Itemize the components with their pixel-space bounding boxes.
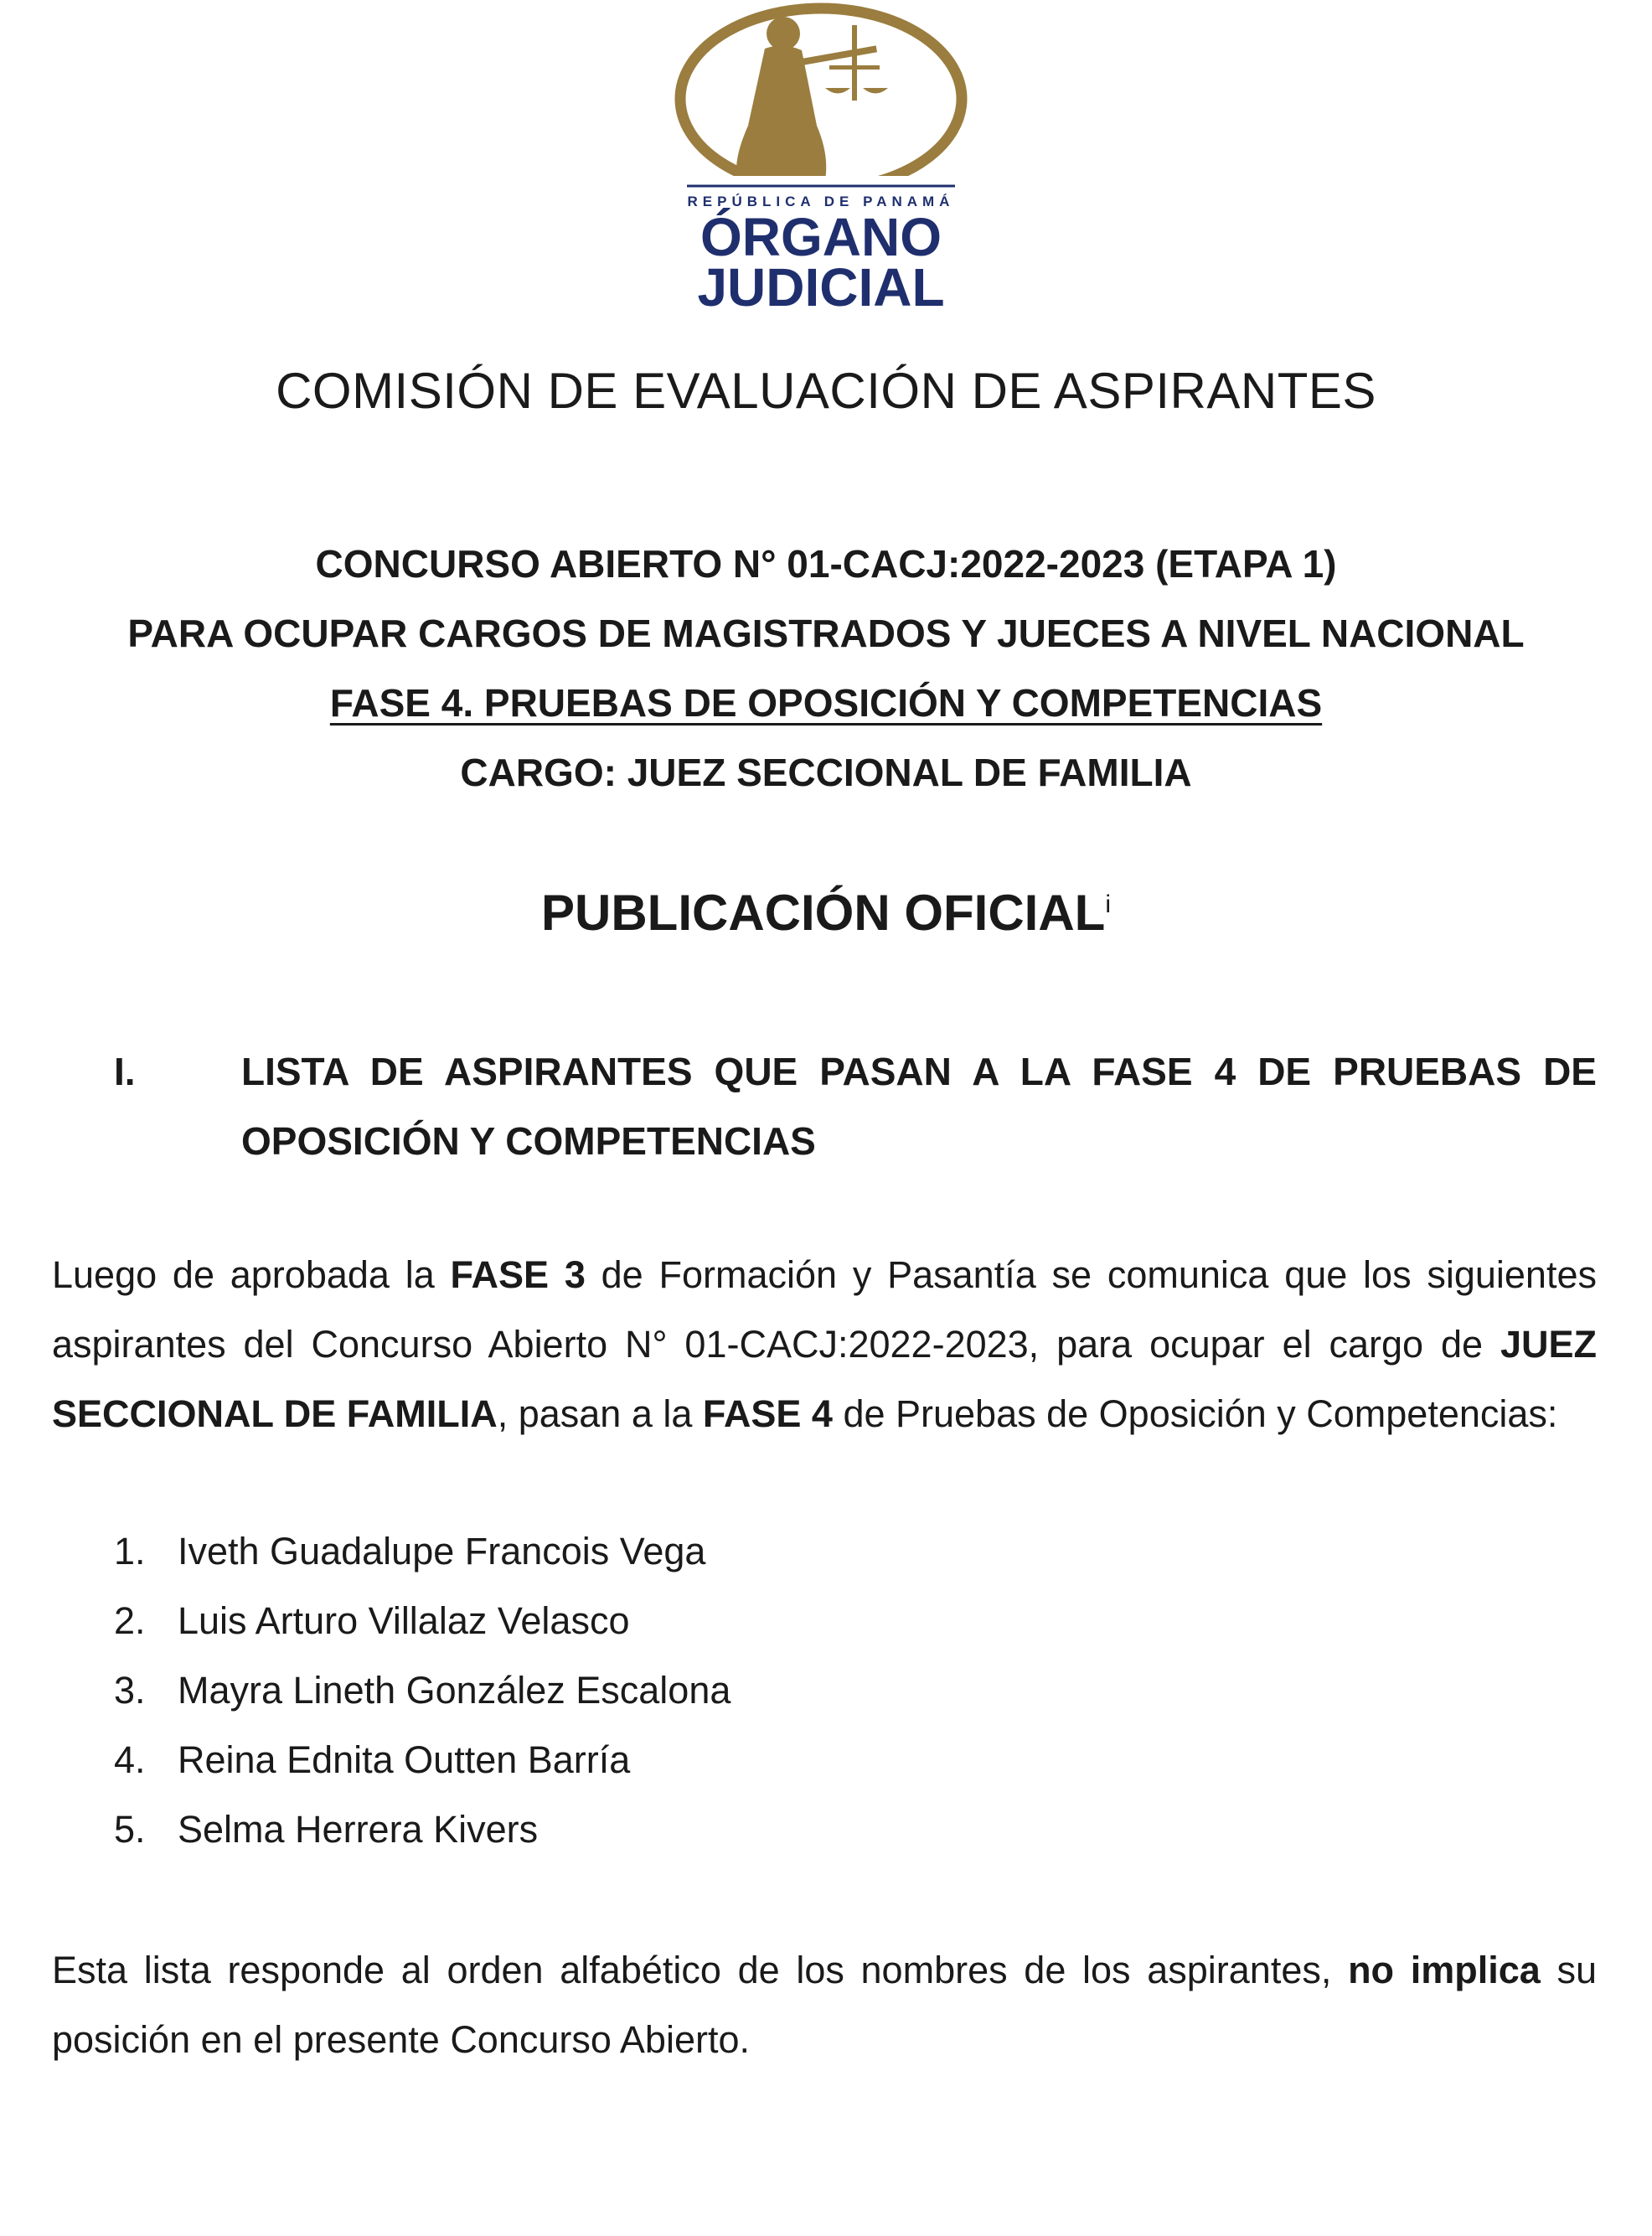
list-item xyxy=(114,1725,730,1794)
intro-bold-fase3: FASE 3 xyxy=(450,1253,586,1296)
section-heading xyxy=(114,1037,1597,1176)
logo-line1: ÓRGANO xyxy=(700,207,942,267)
list-item xyxy=(114,1655,730,1725)
aspirante-name: Mayra Lineth González Escalona xyxy=(178,1669,731,1712)
list-number: 1. xyxy=(114,1530,146,1572)
intro-text-2: de Formación y Pasantía se comunica que los siguientes aspirantes del Concurso Abierto N° 01-CACJ:2022-2023, para ocupar el cargo de xyxy=(52,1253,1597,1366)
publication-title xyxy=(0,884,1652,942)
commission-title: COMISIÓN DE EVALUACIÓN DE ASPIRANTES xyxy=(276,363,1376,419)
list-item xyxy=(114,1516,730,1586)
concurso-block xyxy=(0,529,1652,808)
logo-line2: JUDICIAL xyxy=(697,257,945,318)
closing-text-1: Esta lista responde al orden alfabético de los nombres de los aspirantes, xyxy=(52,1949,1349,1991)
list-item xyxy=(114,1794,730,1864)
list-number: 5. xyxy=(114,1808,146,1851)
intro-text-4: de Pruebas de Oposición y Competencias: xyxy=(832,1392,1558,1435)
cargo-line: CARGO: JUEZ SECCIONAL DE FAMILIA xyxy=(460,751,1192,794)
concurso-line: CONCURSO ABIERTO N° 01-CACJ:2022-2023 (ETAPA 1) xyxy=(315,542,1337,586)
intro-bold-cargo: JUEZ SECCIONAL DE FAMILIA xyxy=(52,1323,1597,1435)
intro-text-1: Luego de aprobada la xyxy=(52,1253,451,1296)
aspirante-name: Iveth Guadalupe Francois Vega xyxy=(178,1530,706,1572)
section-number: I. xyxy=(114,1050,136,1093)
fase-line: FASE 4. PRUEBAS DE OPOSICIÓN Y COMPETENCIAS xyxy=(329,681,1323,725)
aspirante-name: Selma Herrera Kivers xyxy=(178,1808,539,1851)
aspirante-name: Reina Ednita Outten Barría xyxy=(178,1738,631,1781)
closing-bold: no implica xyxy=(1348,1949,1541,1991)
footnote-marker: i xyxy=(1105,891,1111,918)
section-heading-text: LISTA DE ASPIRANTES QUE PASAN A LA FASE 4 DE PRUEBAS DE OPOSICIÓN Y COMPETENCIAS xyxy=(241,1050,1597,1163)
intro-text-3: , pasan a la xyxy=(497,1392,703,1435)
cargos-line: PARA OCUPAR CARGOS DE MAGISTRADOS Y JUECES A NIVEL NACIONAL xyxy=(127,612,1525,655)
organo-judicial-logo xyxy=(658,0,984,318)
closing-text-2: su posición en el presente Concurso Abierto. xyxy=(52,1949,1598,2061)
list-item xyxy=(114,1586,730,1655)
logo-top-text: REPÚBLICA DE PANAMÁ xyxy=(687,194,955,209)
intro-paragraph xyxy=(52,1240,1597,1448)
aspirantes-list xyxy=(114,1516,730,1864)
closing-paragraph xyxy=(52,1935,1597,2074)
list-number: 2. xyxy=(114,1599,146,1642)
aspirante-name: Luis Arturo Villalaz Velasco xyxy=(178,1599,630,1642)
publication-title-text: PUBLICACIÓN OFICIAL xyxy=(541,885,1106,941)
list-number: 4. xyxy=(114,1738,146,1781)
list-number: 3. xyxy=(114,1669,146,1712)
intro-bold-fase4: FASE 4 xyxy=(702,1392,833,1435)
